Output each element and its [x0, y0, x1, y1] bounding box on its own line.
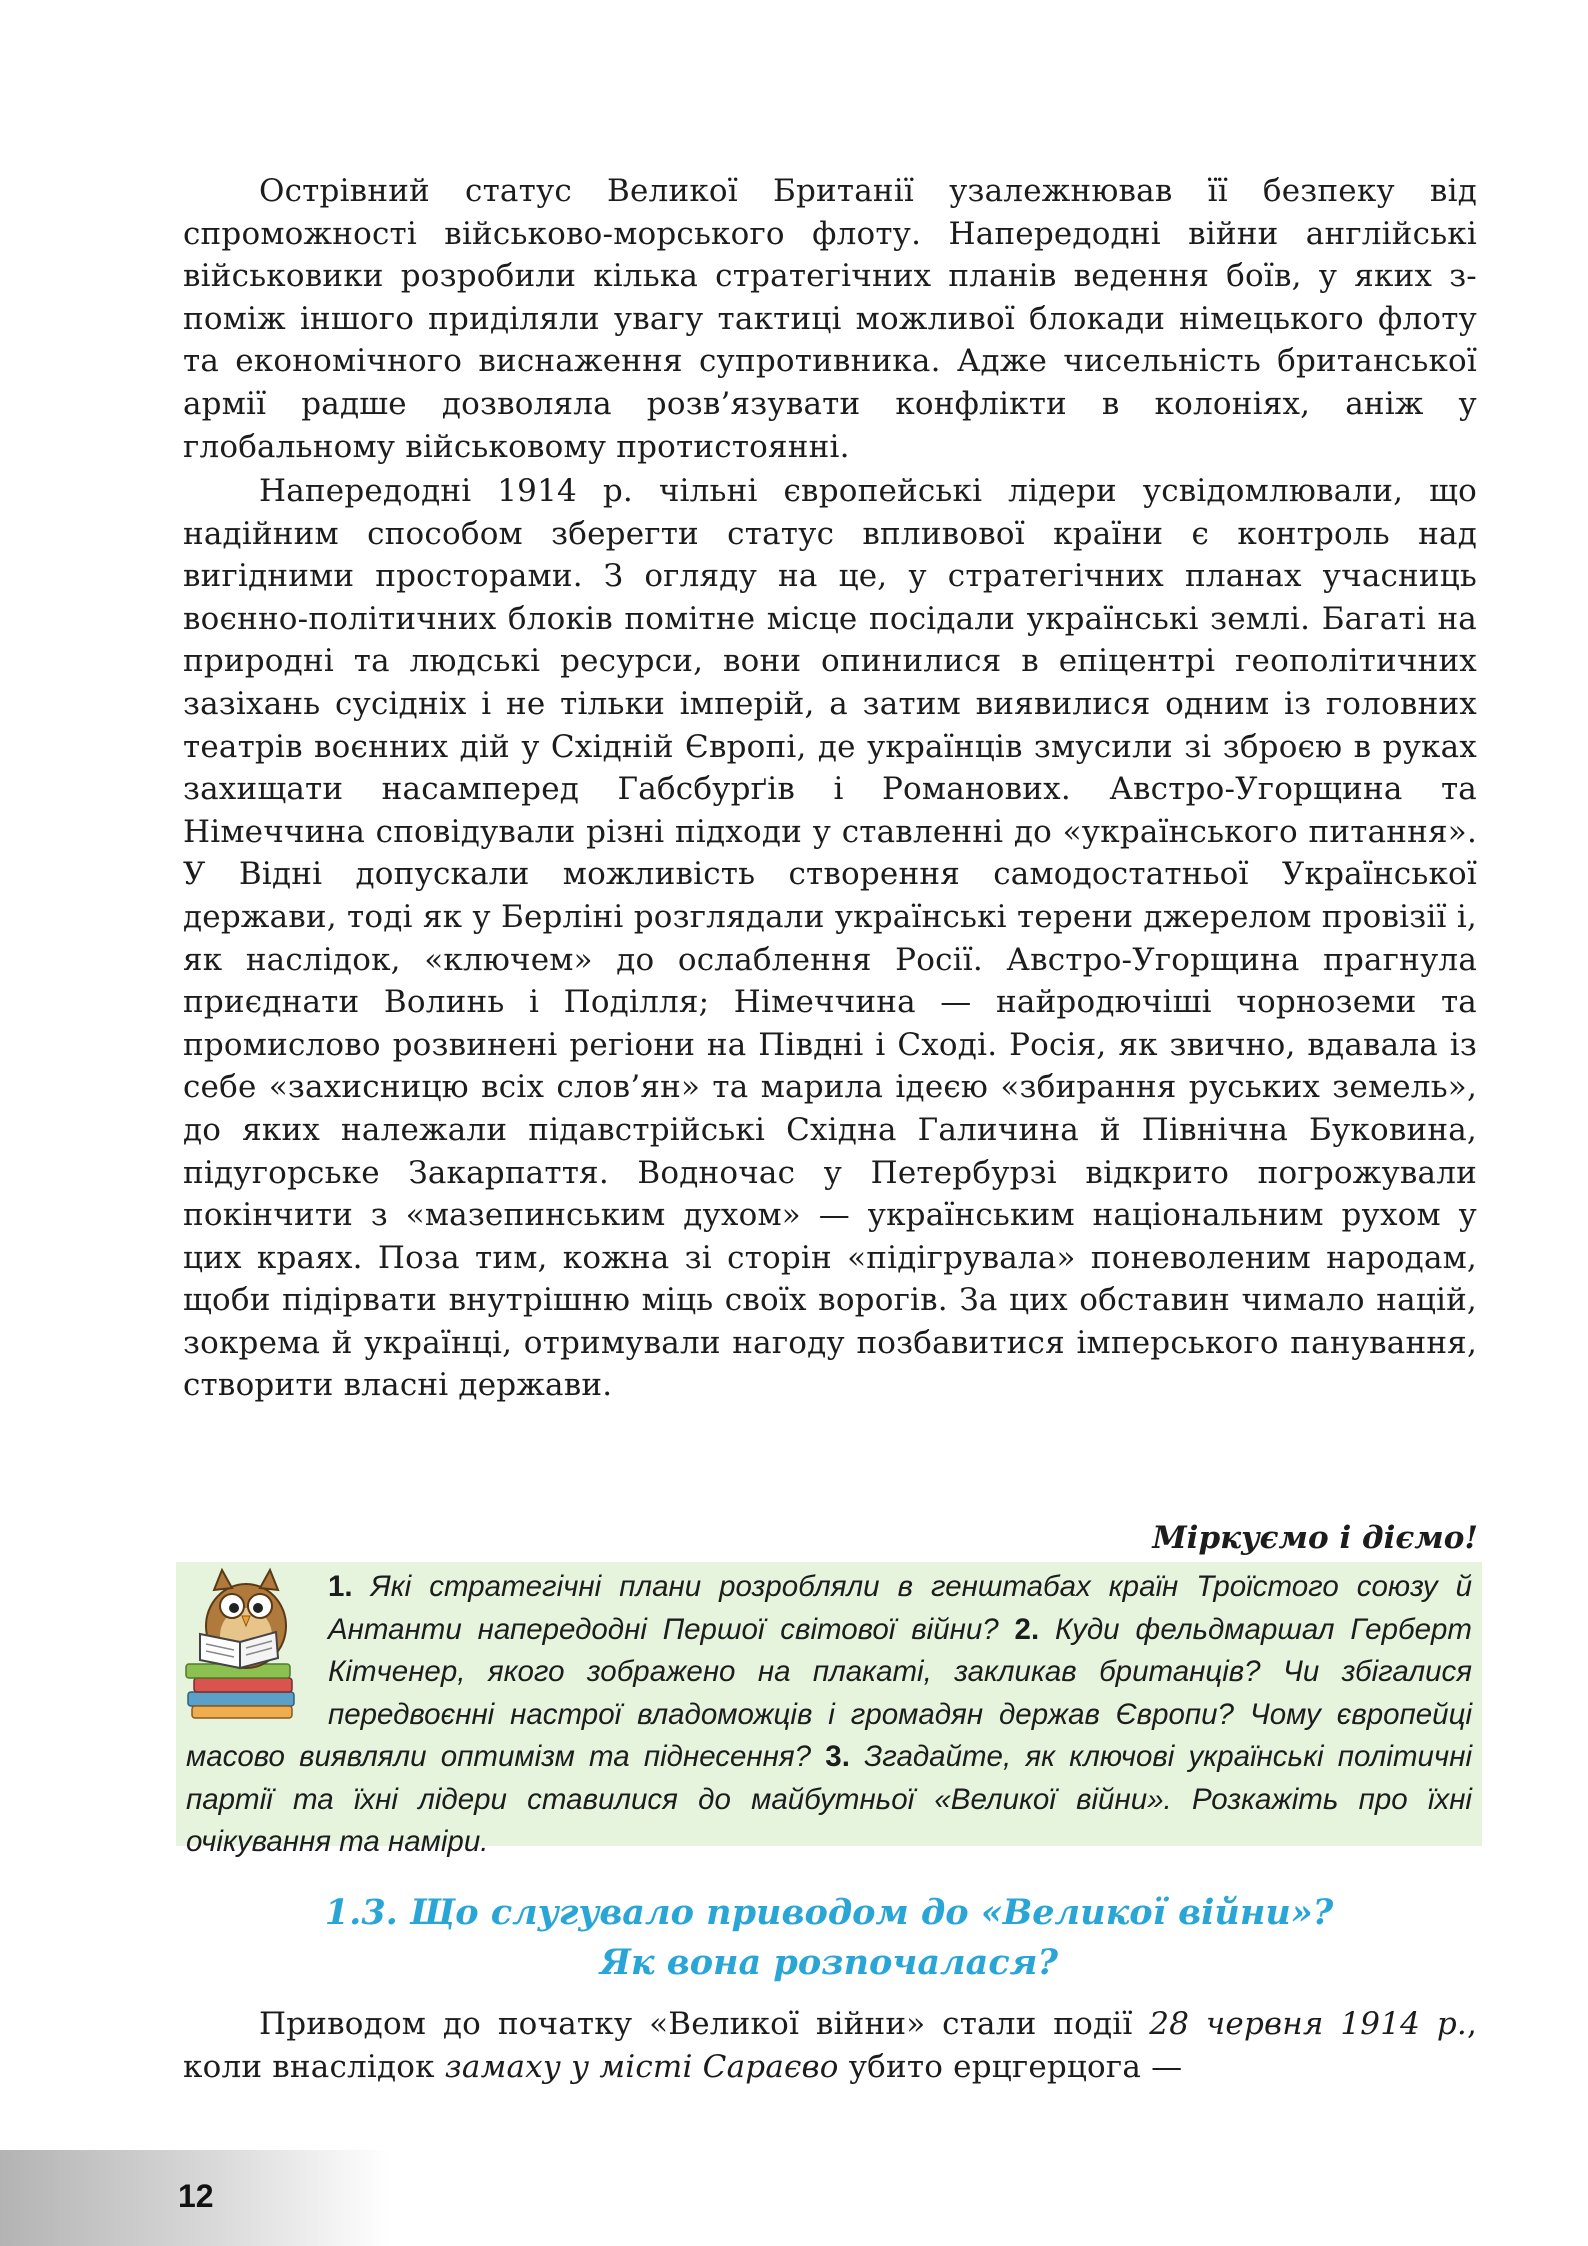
paragraph-3-date: 28 червня 1914 р. [1149, 2006, 1467, 2042]
paragraph-3-place: замаху у місті Сараєво [444, 2048, 839, 2085]
exercise-questions [176, 1562, 1482, 1864]
paragraph-3-part-2: , коли внаслідок [183, 2006, 1477, 2085]
paragraph-1 [183, 170, 1477, 468]
paragraph-3-part-3: убито ерцгерцога — [838, 2048, 1183, 2085]
paragraph-3-part-1: Приводом до початку «Великої війни» стали події [259, 2006, 1150, 2042]
page-footer [0, 2150, 390, 2246]
paragraph-2-text: Напередодні 1914 р. чільні європейські лідери усвідомлювали, що надійним способом зберегти статус впливової країни є контроль над вигідними просторами. З огляду на це, у стратегічних планах учасниць воєнно-політичних блоків помітне місце посідали українські землі. Багаті на природні та людські ресурси, вони опинилися в епіцентрі геополітичних зазіхань сусідніх і не тільки імперій, а затим виявилися одним із головних театрів воєнних дій у Східній Європі, де українців змусили зі зброєю в руках захищати насамперед Габсбурґів і Романових. Австро-Угорщина та Німеччина сповідували різні підходи у ставленні до «українського питання». У Відні допускали можливість створення самодостатньої Української держави, тоді як у Берліні розглядали українські терени джерелом провізії і, як наслідок, «ключем» до ослаблення Росії. Австро-Угорщина прагнула приєднати Волинь і Поділля; Німеччина — найродючіші чорноземи та промислово розвинені регіони на Півдні і Сході. Росія, як звично, вдавала із себе «захисницю всіх слов’ян» та марила ідеєю «збирання руських земель», до яких належали підавстрійські Східна Галичина й Північна Буковина, підугорське Закарпаття. Водночас у Петербурзі відкрито погрожували покінчити з «мазепинським духом» — українським національним рухом у цих краях. Поза тим, кожна зі сторін «підігрувала» поневоленим народам, щоби підірвати внутрішню міць своїх ворогів. За цих обставин чимало націй, зокрема й українці, отримували нагоду позбавитися імперського панування, створити власні держави. [183, 473, 1477, 1404]
exercise-heading: Міркуємо і діємо! [1152, 1520, 1478, 1556]
section-title-line-1: 1.3. Що слугувало приводом до «Великої війни»? [324, 1892, 1334, 1933]
question-1-text: Які стратегічні плани розробляли в генштабах країн Троїстого союзу й Антанти напередодні Першої світової війни? [328, 1570, 1472, 1646]
question-1-number: 1. [328, 1570, 353, 1603]
section-title [176, 1888, 1482, 1988]
paragraph-1-text: Острівний статус Великої Британії узалежнював її безпеку від спроможності військово-морського флоту. Напередодні війни англійські військовики розробили кілька стратегічних планів ведення боїв, у яких з-поміж іншого приділяли увагу тактиці можливої блокади німецького флоту та економічного виснаження супротивника. Адже чисельність британської армії радше дозволяла розв’язувати конфлікти в колоніях, аніж у глобальному військовому протистоянні. [183, 173, 1477, 465]
question-3-text: Згадайте, як ключові українські політичні партії та їхні лідери ставилися до майбутньої «Великої війни». Розкажіть про їхні очікування та наміри. [186, 1740, 1472, 1858]
exercise-box [176, 1562, 1482, 1858]
question-2-number: 2. [1014, 1612, 1040, 1646]
owl-reading-book-icon [180, 1564, 304, 1724]
paragraph-3-text [183, 2003, 1477, 2088]
paragraph-2 [183, 470, 1477, 1407]
page-number: 12 [178, 2178, 214, 2214]
question-2-text: Куди фельдмаршал Герберт Кітченер, якого зображено на плакаті, закликав британців? Чи збігалися передвоєнні настрої владоможців і громадян держав Європи? Чому європейці масово виявляли оптимізм та піднесення? [186, 1612, 1472, 1773]
section-title-line-2: Як вона розпочалася? [599, 1942, 1059, 1983]
question-3-number: 3. [825, 1740, 850, 1773]
paragraph-3 [183, 2003, 1477, 2088]
